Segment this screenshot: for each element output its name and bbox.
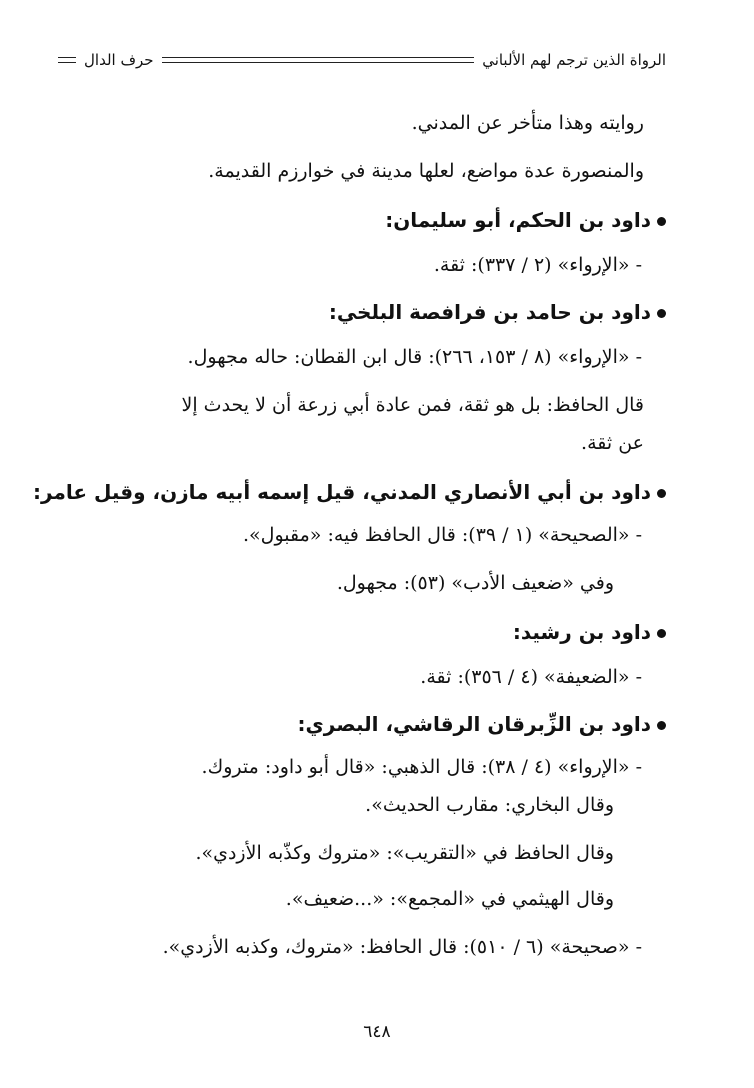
text-line: - «الإرواء» (٤ / ٣٨): قال الذهبي: «قال أبو داود: متروك. <box>201 756 642 778</box>
text-line: قال الحافظ: بل هو ثقة، فمن عادة أبي زرعة أن لا يحدث إلا <box>181 394 644 416</box>
page-number: ٦٤٨ <box>363 1022 391 1042</box>
text-line: روايته وهذا متأخر عن المدني. <box>411 112 644 134</box>
bullet-icon <box>657 217 666 226</box>
header-rule <box>162 57 475 63</box>
entry-heading: داود بن رشيد: <box>513 620 666 644</box>
text-line: وقال الحافظ في «التقريب»: «متروك وكذّبه الأزدي». <box>195 842 614 864</box>
bullet-icon <box>657 629 666 638</box>
text-line: - «الإرواء» (٢ / ٣٣٧): ثقة. <box>433 254 642 276</box>
text-line: وقال الهيثمي في «المجمع»: «...ضعيف». <box>285 888 614 910</box>
entry-heading: داود بن الحكم، أبو سليمان: <box>385 208 666 232</box>
text-line: - «الإرواء» (٨ / ١٥٣، ٢٦٦): قال ابن القطان: حاله مجهول. <box>187 346 642 368</box>
header-book-title: الرواة الذين ترجم لهم الألباني <box>482 51 666 69</box>
text-line: والمنصورة عدة مواضع، لعلها مدينة في خوارزم القديمة. <box>208 160 644 182</box>
text-line: وفي «ضعيف الأدب» (٥٣): مجهول. <box>336 572 614 594</box>
entry-heading: داود بن حامد بن فرافصة البلخي: <box>329 300 666 324</box>
header-section: حرف الدال <box>84 51 154 69</box>
running-header <box>58 48 666 72</box>
entry-heading: داود بن أبي الأنصاري المدني، قيل إسمه أبيه مازن، وقيل عامر: <box>33 480 666 504</box>
text-line: وقال البخاري: مقارب الحديث». <box>365 794 614 816</box>
text-line: عن ثقة. <box>581 432 644 454</box>
bullet-icon <box>657 721 666 730</box>
text-line: - «صحيحة» (٦ / ٥١٠): قال الحافظ: «متروك، وكذبه الأزدي». <box>162 936 642 958</box>
entry-heading: داود بن الزِّبرقان الرقاشي، البصري: <box>297 712 666 736</box>
bullet-icon <box>657 309 666 318</box>
text-line: - «الصحيحة» (١ / ٣٩): قال الحافظ فيه: «مقبول». <box>242 524 642 546</box>
header-rule-short <box>58 57 76 63</box>
bullet-icon <box>657 489 666 498</box>
text-line: - «الضعيفة» (٤ / ٣٥٦): ثقة. <box>420 666 642 688</box>
